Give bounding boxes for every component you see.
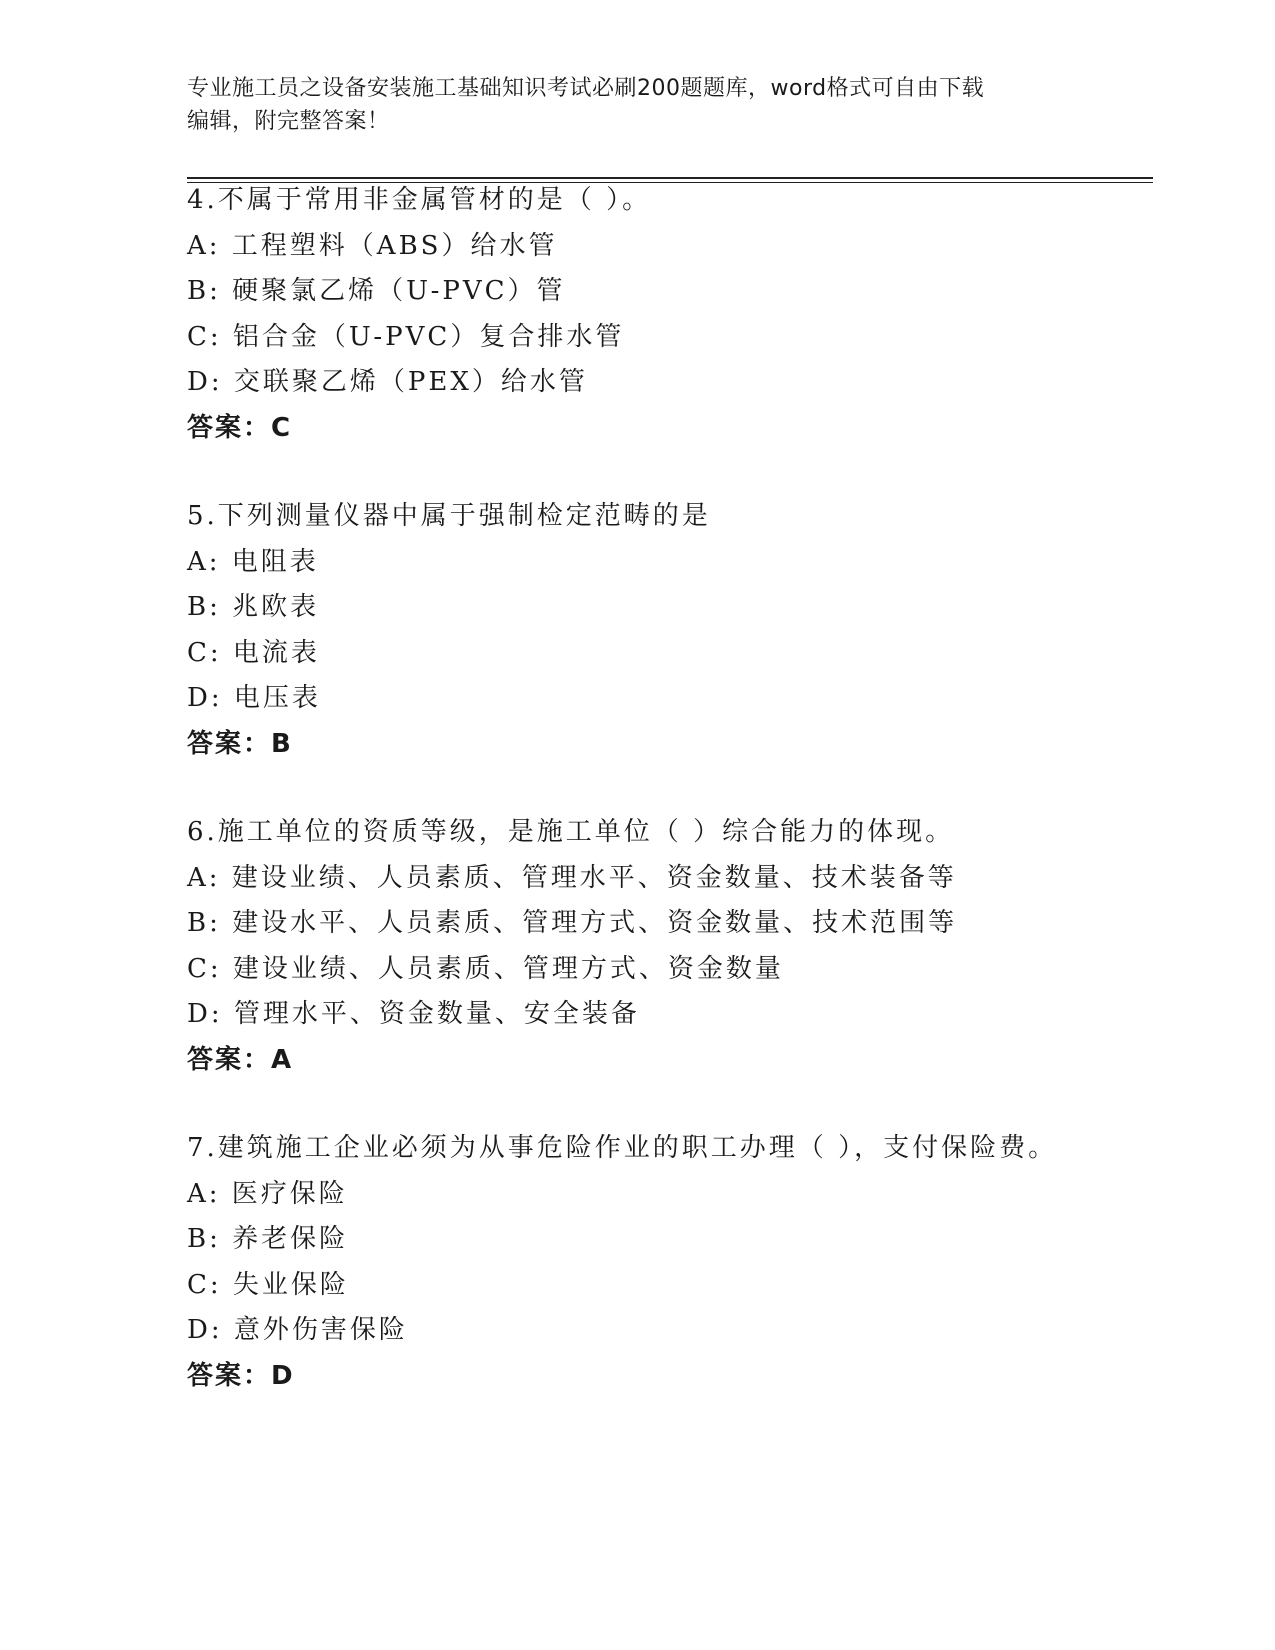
option-d: D: 交联聚乙烯（PEX）给水管 xyxy=(187,367,588,397)
header-line-1: 专业施工员之设备安装施工基础知识考试必刷200题题库，word格式可自由下载 xyxy=(187,76,985,101)
option-c: C: 电流表 xyxy=(187,637,320,668)
header-line-2: 编辑，附完整答案！ xyxy=(187,109,390,134)
option-a: A: 电阻表 xyxy=(187,546,319,577)
answer-label: 答案：B xyxy=(187,728,293,759)
option-d: D: 电压表 xyxy=(187,683,321,713)
option-b: B: 兆欧表 xyxy=(187,592,320,622)
question-stem: 4.不属于常用非金属管材的是（ ）。 xyxy=(187,185,652,215)
option-c: C: 失业保险 xyxy=(187,1269,349,1300)
option-d: D: 意外伤害保险 xyxy=(187,1315,408,1345)
question-block-5 xyxy=(187,494,1187,767)
option-a: A: 建设业绩、人员素质、管理水平、资金数量、技术装备等 xyxy=(187,862,957,893)
option-d: D: 管理水平、资金数量、安全装备 xyxy=(187,999,640,1029)
option-c: C: 建设业绩、人员素质、管理方式、资金数量 xyxy=(187,953,784,984)
answer-label: 答案：D xyxy=(187,1360,295,1391)
question-block-4 xyxy=(187,178,1187,451)
option-b: B: 建设水平、人员素质、管理方式、资金数量、技术范围等 xyxy=(187,908,958,938)
answer-label: 答案：C xyxy=(187,412,293,443)
option-b: B: 养老保险 xyxy=(187,1224,349,1254)
question-stem: 5.下列测量仪器中属于强制检定范畴的是 xyxy=(187,501,711,531)
question-stem: 6.施工单位的资质等级，是施工单位（ ）综合能力的体现。 xyxy=(187,817,955,847)
question-stem: 7.建筑施工企业必须为从事危险作业的职工办理（ ），支付保险费。 xyxy=(187,1133,1058,1163)
option-a: A: 医疗保险 xyxy=(187,1178,348,1209)
answer-label: 答案：A xyxy=(187,1044,294,1075)
document-header xyxy=(187,72,1087,138)
question-block-6 xyxy=(187,810,1187,1083)
option-a: A: 工程塑料（ABS）给水管 xyxy=(187,230,558,261)
option-b: B: 硬聚氯乙烯（U-PVC）管 xyxy=(187,276,566,306)
option-c: C: 铝合金（U-PVC）复合排水管 xyxy=(187,321,625,352)
question-block-7 xyxy=(187,1126,1187,1399)
